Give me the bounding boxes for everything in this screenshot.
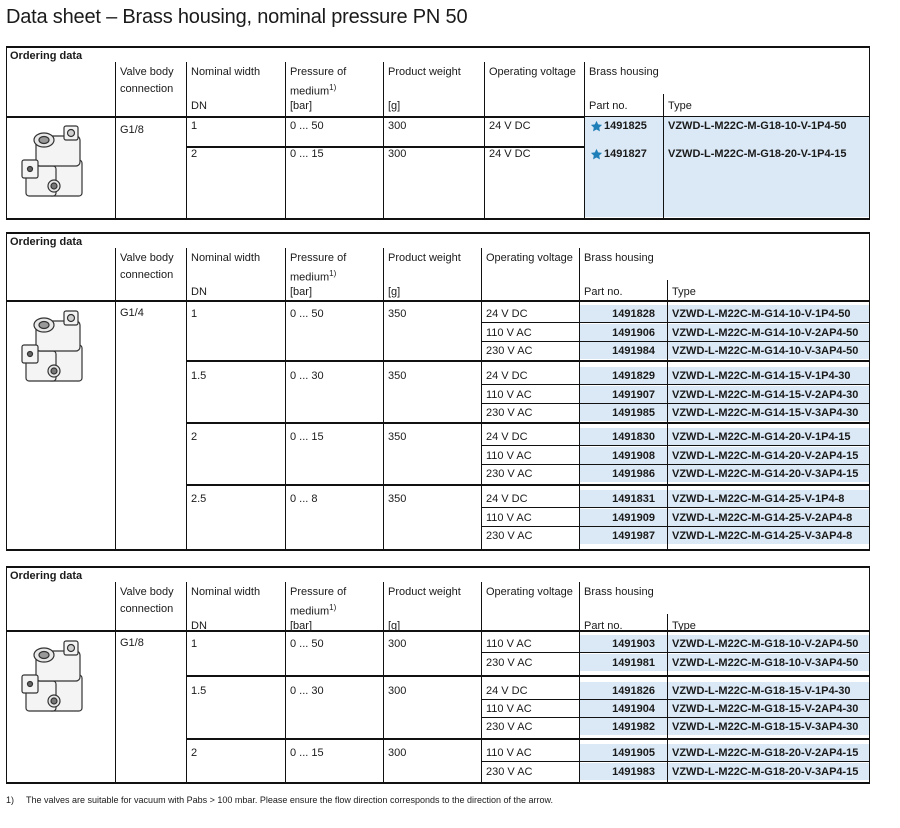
col-header-connection: connection [120,83,174,95]
weight-value: 300 [388,120,407,132]
solenoid-valve-image [14,635,100,721]
part-number[interactable]: 1491905 [612,747,655,759]
star-icon [590,148,603,161]
part-number[interactable]: 1491825 [604,120,647,132]
valve-connection: G1/4 [120,307,144,319]
section-bottom-rule [6,782,870,784]
part-number[interactable]: 1491827 [604,148,647,160]
pressure-value: 0 ... 15 [290,148,324,160]
ordering-data-heading: Ordering data [10,50,83,62]
section-top-rule [6,46,870,48]
medium-label: medium [290,271,330,284]
group-separator [186,360,870,362]
part-number[interactable]: 1491829 [612,370,655,382]
footnote-mark: 1) [6,795,15,805]
col-header-pressure: Pressure of [290,586,347,598]
col-header-weight: Product weight [388,586,461,598]
weight-value: 300 [388,747,407,759]
col-header-dn: DN [191,100,207,112]
section-top-rule [6,566,870,568]
nominal-width-value: 2 [191,148,198,160]
pressure-value: 0 ... 30 [290,370,324,382]
ordering-data-heading: Ordering data [10,570,83,582]
group-separator [186,422,870,424]
weight-value: 300 [388,638,407,650]
col-header-part-no: Part no. [584,286,623,298]
valve-connection: G1/8 [120,124,144,136]
col-header-brass-housing: Brass housing [589,66,659,78]
medium-label: medium [290,85,330,98]
type-code[interactable]: VZWD-L-M22C-M-G14-10-V-2AP4-50 [672,327,859,339]
group-separator [186,738,870,740]
section-right-border [869,232,870,549]
operating-voltage: 230 V AC [486,407,533,419]
section-left-border [6,566,7,782]
header-rule [6,300,870,302]
part-number[interactable]: 1491907 [612,389,655,401]
pressure-value: 0 ... 50 [290,638,324,650]
col-header-medium [290,600,336,620]
type-code[interactable]: VZWD-L-M22C-M-G18-15-V-2AP4-30 [672,703,859,715]
type-code[interactable]: VZWD-L-M22C-M-G14-15-V-1P4-30 [672,370,851,382]
row-separator [481,507,870,508]
part-number[interactable]: 1491985 [612,407,655,419]
col-header-weight: Product weight [388,252,461,264]
row-separator [481,384,870,385]
col-header-weight-unit: [g] [388,620,401,632]
operating-voltage: 24 V DC [486,370,528,382]
col-header-nominal-width: Nominal width [191,252,261,264]
type-code[interactable]: VZWD-L-M22C-M-G14-20-V-1P4-15 [672,431,851,443]
operating-voltage: 230 V AC [486,345,533,357]
pressure-value: 0 ... 8 [290,493,318,505]
type-code[interactable]: VZWD-L-M22C-M-G18-10-V-3AP4-50 [672,657,859,669]
nominal-width-value: 2 [191,431,198,443]
column-separator [383,248,384,549]
pressure-value: 0 ... 30 [290,685,324,697]
col-header-part-no: Part no. [589,100,628,112]
nominal-width-value: 1 [191,638,198,650]
part-number[interactable]: 1491904 [612,703,655,715]
column-separator [186,62,187,218]
pressure-value: 0 ... 50 [290,120,324,132]
page-title: Data sheet – Brass housing, nominal pressure PN 50 [6,6,468,28]
operating-voltage: 24 V DC [486,685,528,697]
part-number[interactable]: 1491906 [612,327,655,339]
col-header-nominal-width: Nominal width [191,586,261,598]
row-separator [481,322,870,323]
col-header-part-no: Part no. [584,620,623,632]
weight-value: 350 [388,493,407,505]
col-header-dn: DN [191,286,207,298]
column-separator [285,248,286,549]
operating-voltage: 230 V AC [486,530,533,542]
column-separator [186,248,187,549]
part-number[interactable]: 1491909 [612,512,655,524]
row-separator [481,652,870,653]
footnote-ref: 1) [329,603,337,612]
section-left-border [6,232,7,549]
operating-voltage: 230 V AC [486,721,533,733]
nominal-width-value: 1 [191,120,198,132]
nominal-width-value: 1.5 [191,685,207,697]
operating-voltage: 24 V DC [486,493,528,505]
operating-voltage: 24 V DC [486,308,528,320]
part-number[interactable]: 1491826 [612,685,655,697]
column-separator [383,582,384,782]
column-separator [484,62,485,218]
column-separator [115,62,116,218]
type-code[interactable]: VZWD-L-M22C-M-G18-15-V-1P4-30 [672,685,851,697]
operating-voltage: 24 V DC [489,120,531,132]
operating-voltage: 24 V DC [486,431,528,443]
col-header-pressure-unit: [bar] [290,620,313,632]
solenoid-valve-image [14,305,100,391]
part-number[interactable]: 1491983 [612,766,655,778]
weight-value: 350 [388,308,407,320]
nominal-width-value: 2.5 [191,493,207,505]
col-header-connection: connection [120,603,174,615]
operating-voltage: 110 V AC [486,512,532,524]
section-right-border [869,46,870,218]
part-number[interactable]: 1491987 [612,530,655,542]
nominal-width-value: 2 [191,747,198,759]
part-number[interactable]: 1491984 [612,345,655,357]
footnote-ref: 1) [329,269,337,278]
part-number[interactable]: 1491986 [612,468,655,480]
operating-voltage: 110 V AC [486,450,532,462]
col-header-valve-body: Valve body [120,252,174,264]
valve-connection: G1/8 [120,637,144,649]
section-right-border [869,566,870,782]
part-number[interactable]: 1491903 [612,638,655,650]
weight-value: 350 [388,431,407,443]
col-header-brass-housing: Brass housing [584,586,654,598]
ordering-section [6,232,870,551]
col-header-pressure-unit: [bar] [290,286,313,298]
operating-voltage: 110 V AC [486,638,532,650]
column-separator [481,248,482,549]
star-icon [590,120,603,133]
col-header-pressure: Pressure of [290,252,347,264]
type-code[interactable]: VZWD-L-M22C-M-G14-15-V-2AP4-30 [672,389,859,401]
col-header-medium [290,80,336,100]
type-code[interactable]: VZWD-L-M22C-M-G14-20-V-2AP4-15 [672,450,859,462]
header-rule [6,630,870,632]
nominal-width-value: 1.5 [191,370,207,382]
type-code[interactable]: VZWD-L-M22C-M-G18-20-V-2AP4-15 [672,747,859,759]
type-code[interactable]: VZWD-L-M22C-M-G14-25-V-3AP4-8 [672,530,853,542]
col-header-type: Type [668,100,692,112]
operating-voltage: 110 V AC [486,389,532,401]
footnote-ref: 1) [329,83,337,92]
column-separator [285,62,286,218]
part-number[interactable]: 1491828 [612,308,655,320]
pressure-value: 0 ... 15 [290,747,324,759]
pressure-value: 0 ... 50 [290,308,324,320]
ordering-data-heading: Ordering data [10,236,83,248]
type-code[interactable]: VZWD-L-M22C-M-G18-20-V-1P4-15 [668,148,847,160]
part-number[interactable]: 1491908 [612,450,655,462]
col-header-type: Type [672,620,696,632]
col-header-weight-unit: [g] [388,286,401,298]
column-separator [115,582,116,782]
column-separator [481,582,482,782]
operating-voltage: 230 V AC [486,468,533,480]
col-header-type: Type [672,286,696,298]
col-header-weight: Product weight [388,66,461,78]
col-header-voltage: Operating voltage [489,66,576,78]
operating-voltage: 24 V DC [489,148,531,160]
column-separator [186,582,187,782]
col-header-connection: connection [120,269,174,281]
weight-value: 350 [388,370,407,382]
type-code[interactable]: VZWD-L-M22C-M-G14-10-V-1P4-50 [672,308,851,320]
col-header-valve-body: Valve body [120,586,174,598]
type-code[interactable]: VZWD-L-M22C-M-G14-20-V-3AP4-15 [672,468,859,480]
group-separator [186,675,870,677]
row-separator [481,445,870,446]
operating-voltage: 110 V AC [486,747,532,759]
col-header-weight-unit: [g] [388,100,401,112]
section-bottom-rule [6,549,870,551]
col-header-nominal-width: Nominal width [191,66,261,78]
col-header-dn: DN [191,620,207,632]
column-separator [285,582,286,782]
row-separator [481,761,870,762]
weight-value: 300 [388,148,407,160]
type-code[interactable]: VZWD-L-M22C-M-G14-25-V-1P4-8 [672,493,845,505]
col-header-brass-housing: Brass housing [584,252,654,264]
col-header-voltage: Operating voltage [486,252,573,264]
pressure-value: 0 ... 15 [290,431,324,443]
weight-value: 300 [388,685,407,697]
medium-label: medium [290,605,330,618]
type-code[interactable]: VZWD-L-M22C-M-G18-20-V-3AP4-15 [672,766,859,778]
part-number[interactable]: 1491981 [612,657,655,669]
section-top-rule [6,232,870,234]
part-number[interactable]: 1491830 [612,431,655,443]
part-number[interactable]: 1491982 [612,721,655,733]
col-header-pressure-unit: [bar] [290,100,313,112]
type-code[interactable]: VZWD-L-M22C-M-G18-10-V-2AP4-50 [672,638,859,650]
type-code[interactable]: VZWD-L-M22C-M-G14-25-V-2AP4-8 [672,512,853,524]
col-header-valve-body: Valve body [120,66,174,78]
type-code[interactable]: VZWD-L-M22C-M-G18-15-V-3AP4-30 [672,721,859,733]
col-header-pressure: Pressure of [290,66,347,78]
operating-voltage: 110 V AC [486,703,532,715]
part-number[interactable]: 1491831 [612,493,655,505]
operating-voltage: 110 V AC [486,327,532,339]
ordering-section [6,46,870,220]
column-separator [115,248,116,549]
ordering-section [6,566,870,784]
section-left-border [6,46,7,218]
solenoid-valve-image [14,120,100,206]
type-code[interactable]: VZWD-L-M22C-M-G14-10-V-3AP4-50 [672,345,859,357]
section-bottom-rule [6,218,870,220]
type-code[interactable]: VZWD-L-M22C-M-G14-15-V-3AP4-30 [672,407,859,419]
footnote [6,795,553,805]
nominal-width-value: 1 [191,308,198,320]
type-code[interactable]: VZWD-L-M22C-M-G18-10-V-1P4-50 [668,120,847,132]
group-separator [186,484,870,486]
column-separator [383,62,384,218]
col-header-voltage: Operating voltage [486,586,573,598]
footnote-text: The valves are suitable for vacuum with Pabs > 100 mbar. Please ensure the flow direction corresponds to the direction of the arrow. [26,795,554,805]
operating-voltage: 230 V AC [486,766,533,778]
operating-voltage: 230 V AC [486,657,533,669]
col-header-medium [290,266,336,286]
